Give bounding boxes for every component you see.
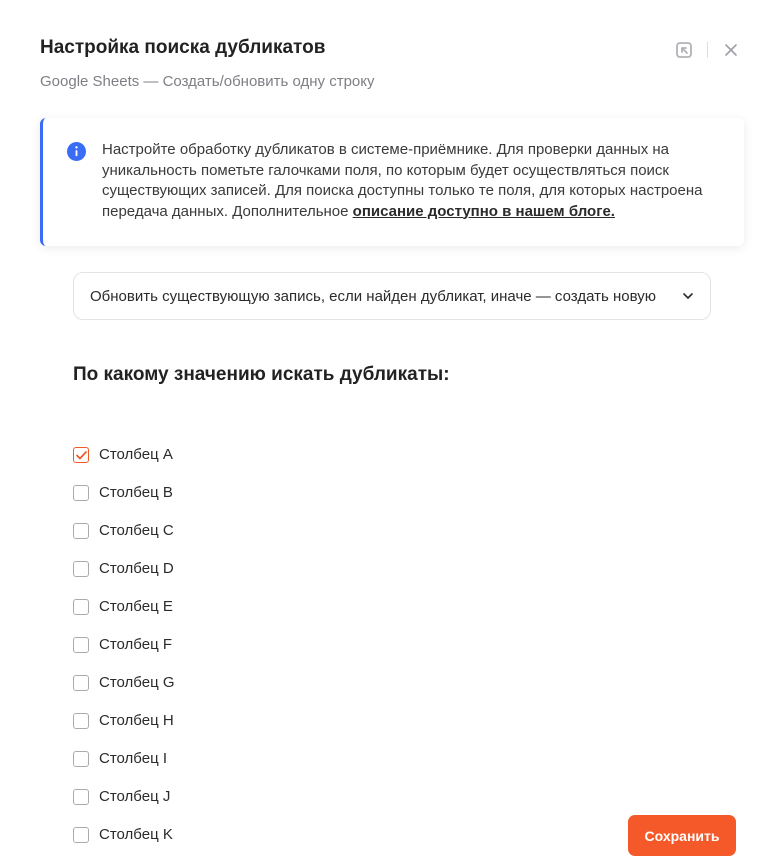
column-checkbox-list xyxy=(73,445,175,859)
checkbox[interactable] xyxy=(73,599,89,615)
section-title: По какому значению искать дубликаты: xyxy=(73,364,450,385)
header-actions xyxy=(673,39,742,61)
checkbox-label: Столбец A xyxy=(99,446,173,463)
column-checkbox-row[interactable] xyxy=(73,597,175,635)
info-text xyxy=(102,140,732,222)
info-callout xyxy=(40,118,744,246)
column-checkbox-row[interactable] xyxy=(73,711,175,749)
duplicate-action-select[interactable] xyxy=(73,272,711,320)
checkbox-label: Столбец F xyxy=(99,636,172,653)
checkbox[interactable] xyxy=(73,789,89,805)
checkbox-label: Столбец E xyxy=(99,598,173,615)
close-icon[interactable] xyxy=(720,39,742,61)
checkbox-label: Столбец G xyxy=(99,674,175,691)
checkbox-label: Столбец D xyxy=(99,560,174,577)
header-divider xyxy=(707,42,708,58)
restore-icon[interactable] xyxy=(673,39,695,61)
checkbox[interactable] xyxy=(73,751,89,767)
page-subtitle: Google Sheets — Создать/обновить одну строку xyxy=(40,73,375,90)
checkbox[interactable] xyxy=(73,561,89,577)
column-checkbox-row[interactable] xyxy=(73,521,175,559)
column-checkbox-row[interactable] xyxy=(73,635,175,673)
checkbox-label: Столбец I xyxy=(99,750,167,767)
checkbox[interactable] xyxy=(73,447,89,463)
checkbox-label: Столбец B xyxy=(99,484,173,501)
checkbox[interactable] xyxy=(73,827,89,843)
column-checkbox-row[interactable] xyxy=(73,787,175,825)
info-body: Настройте обработку дубликатов в системе-приёмнике. Для проверки данных на уникальность пометьте галочками поля, по которым будет осуществляться поиск существующих записей. Для поиска доступны только те поля, для которых настроена передача данных. Дополнительное xyxy=(102,141,703,220)
info-icon xyxy=(67,142,86,161)
column-checkbox-row[interactable] xyxy=(73,445,175,483)
select-value: Обновить существующую запись, если найден дубликат, иначе — создать новую xyxy=(90,287,656,305)
checkbox[interactable] xyxy=(73,637,89,653)
save-button[interactable]: Сохранить xyxy=(628,815,736,856)
checkbox-label: Столбец K xyxy=(99,826,173,843)
checkbox-label: Столбец H xyxy=(99,712,174,729)
column-checkbox-row[interactable] xyxy=(73,559,175,597)
column-checkbox-row[interactable] xyxy=(73,483,175,521)
column-checkbox-row[interactable] xyxy=(73,825,175,859)
blog-link[interactable]: описание доступно в нашем блоге. xyxy=(352,202,615,220)
checkbox[interactable] xyxy=(73,523,89,539)
checkbox[interactable] xyxy=(73,713,89,729)
checkbox-label: Столбец C xyxy=(99,522,174,539)
chevron-down-icon xyxy=(682,290,694,302)
column-checkbox-row[interactable] xyxy=(73,749,175,787)
column-checkbox-row[interactable] xyxy=(73,673,175,711)
checkbox[interactable] xyxy=(73,675,89,691)
page-title: Настройка поиска дубликатов xyxy=(40,37,326,58)
checkbox-label: Столбец J xyxy=(99,788,171,805)
check-icon xyxy=(76,451,87,460)
checkbox[interactable] xyxy=(73,485,89,501)
